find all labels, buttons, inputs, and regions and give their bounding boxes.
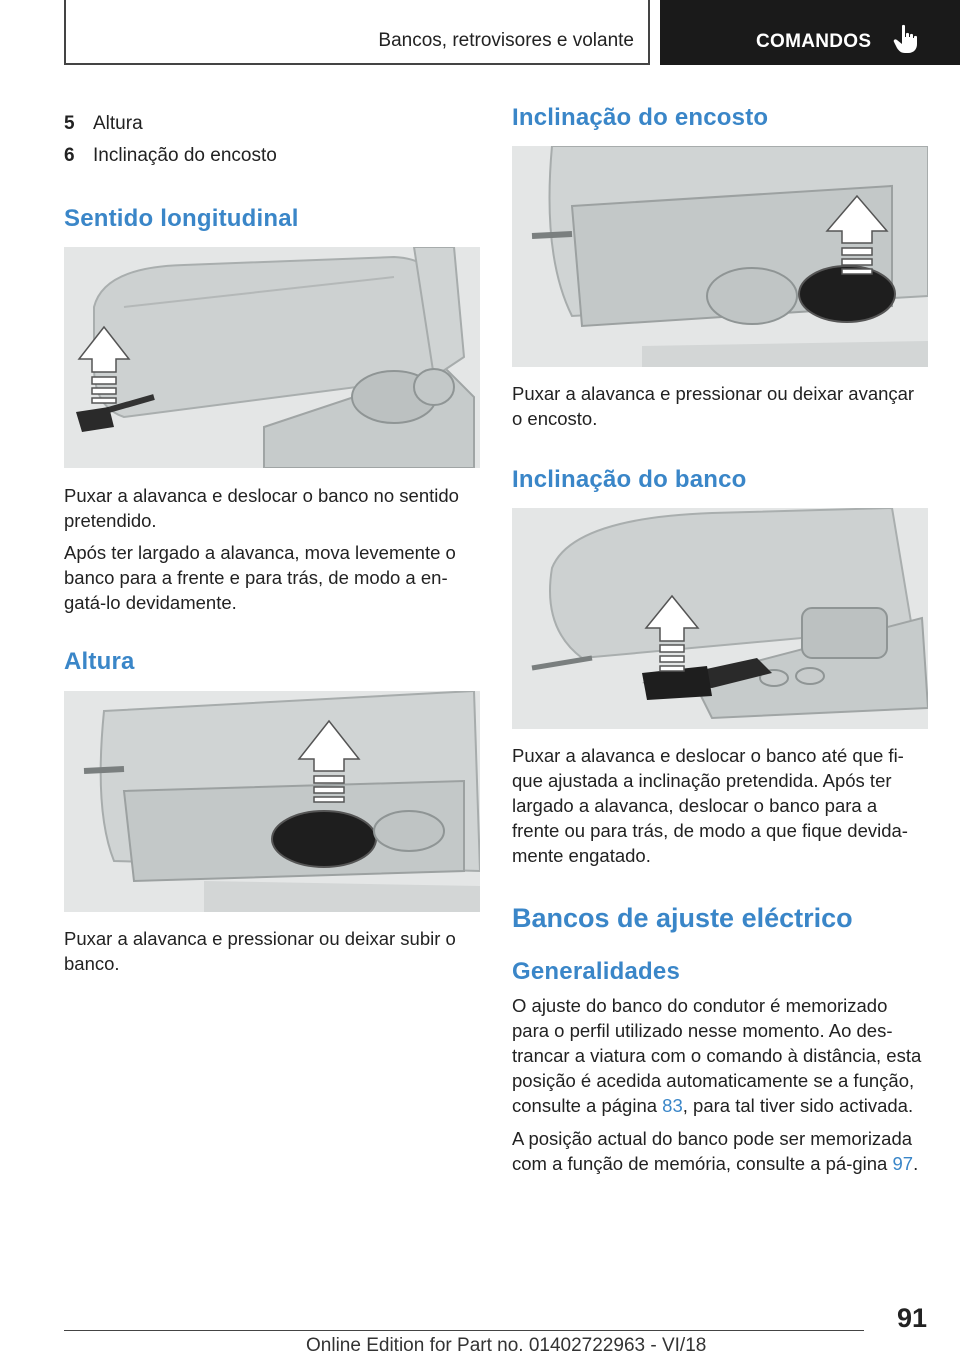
section-title-seat-tilt: Inclinação do banco (512, 466, 747, 493)
header-section-box (64, 0, 650, 65)
page-link-83[interactable]: 83 (662, 1095, 683, 1116)
section-title-electric-seats: Bancos de ajuste eléctrico (512, 903, 853, 933)
footer-edition: Online Edition for Part no. 01402722963 - VI/18 (306, 1335, 707, 1356)
paragraph (512, 1126, 928, 1176)
paragraph: Puxar a alavanca e pressionar ou deixar subir o banco. (64, 928, 456, 974)
paragraph-text: . (913, 1153, 919, 1174)
section-title-backrest: Inclinação do encosto (512, 104, 769, 131)
section-title-height: Altura (64, 648, 135, 675)
footer-divider (64, 1330, 864, 1331)
page-link-97[interactable]: 97 (892, 1153, 914, 1174)
paragraph: Puxar a alavanca e deslocar o banco até que fi‐que ajustada a inclinação pretendida. Após ter largado a alavanca, deslocar o banco para a frente ou para trás, de modo a que fique devida‐mente engatado. (512, 745, 908, 866)
seat-height-illustration (64, 691, 480, 912)
page-number: 91 (896, 1303, 927, 1333)
paragraph: Puxar a alavanca e pressionar ou deixar avançar o encosto. (512, 383, 915, 429)
pointing-hand-icon (893, 24, 919, 54)
paragraph-text: , para tal tiver sido activada. (682, 1095, 914, 1116)
seat-tilt-illustration (512, 508, 928, 729)
backrest-tilt-illustration (512, 146, 928, 367)
legend-label: Inclinação do encosto (93, 145, 277, 166)
header-chapter-tab (660, 0, 960, 65)
paragraph: Após ter largado a alavanca, mova levemente o banco para a frente e para trás, de modo a en‐gatá-lo devidamente. (64, 542, 456, 613)
paragraph: Puxar a alavanca e deslocar o banco no sentido pretendido. (64, 485, 459, 531)
section-title-longitudinal: Sentido longitudinal (64, 205, 299, 232)
header-section-title: Bancos, retrovisores e volante (378, 30, 634, 51)
paragraph-text: A posição actual do banco pode ser memorizada com a função de memória, consulte a pá‐gina (512, 1128, 913, 1174)
legend-number: 6 (64, 145, 75, 166)
section-title-general: Generalidades (512, 958, 681, 985)
legend-label: Altura (93, 113, 143, 134)
legend-item (64, 113, 143, 135)
header-chapter-label: COMANDOS (756, 31, 872, 52)
legend-number: 5 (64, 113, 75, 134)
paragraph-text: O ajuste do banco do condutor é memorizado para o perfil utilizado nesse momento. Ao des‐trancar a viatura com o comando à distância, esta posição é acedida automaticamente se a função, consulte a página (512, 995, 922, 1116)
legend-item (64, 145, 277, 167)
paragraph (512, 993, 928, 1118)
seat-longitudinal-illustration (64, 247, 480, 468)
